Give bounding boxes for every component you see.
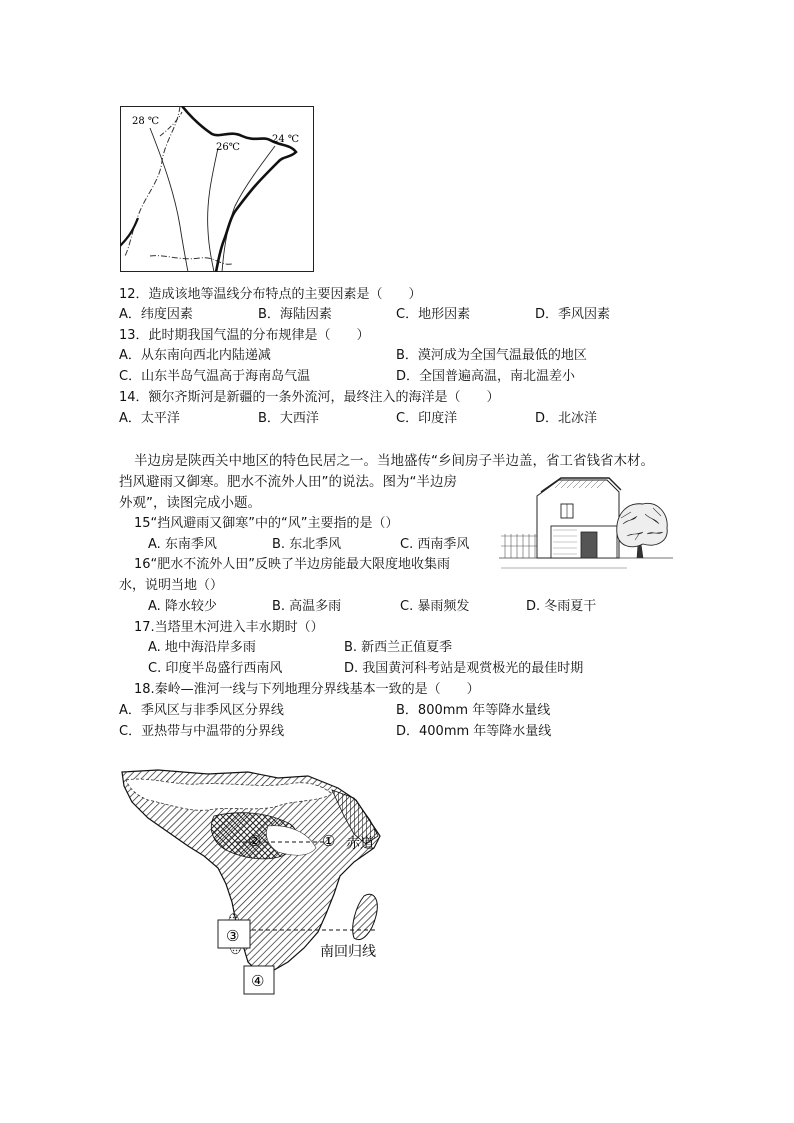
passage-line-1: 半边房是陕西关中地区的特色民居之一。当地盛传“乡间房子半边盖，省工省钱省木材。 — [134, 453, 654, 469]
question-17-option-b[interactable]: B. 新西兰正值夏季 — [344, 640, 453, 655]
equator-label: 赤道 — [346, 836, 374, 852]
question-14-option-a[interactable]: A．太平洋 — [119, 411, 180, 426]
question-13-option-d[interactable]: D．全国普遍高温，南北温差小 — [396, 369, 576, 384]
question-12-stem: 12．造成该地等温线分布特点的主要因素是（ ） — [119, 287, 422, 302]
question-15-option-b[interactable]: B. 东北季风 — [272, 537, 342, 552]
isotherm-label-24: 24 ℃ — [272, 134, 300, 145]
question-18-stem: 18.秦岭—淮河一线与下列地理分界线基本一致的是（ ） — [134, 682, 480, 697]
question-16-stem-line-2: 水，说明当地（） — [119, 578, 224, 593]
question-17-option-c[interactable]: C. 印度半岛盛行西南风 — [148, 661, 283, 676]
question-16-option-c[interactable]: C. 暴雨频发 — [400, 599, 470, 614]
question-12-option-a[interactable]: A．纬度因素 — [119, 307, 193, 322]
isotherm-label-26: 26℃ — [216, 142, 240, 153]
question-14-option-d[interactable]: D．北冰洋 — [535, 411, 598, 426]
isotherm-label-28: 28 ℃ — [132, 116, 160, 127]
question-12-option-b[interactable]: B．海陆因素 — [258, 307, 332, 322]
tropic-label: 南回归线 — [320, 944, 376, 960]
passage-line-2: 挡风避雨又御寒。肥水不流外人田”的说法。图为“半边房 — [119, 474, 457, 490]
question-18-option-a[interactable]: A．季风区与非季风区分界线 — [119, 703, 284, 718]
question-13-option-b[interactable]: B．漠河成为全国气温最低的地区 — [396, 348, 587, 363]
africa-map — [118, 766, 392, 996]
question-13-option-c[interactable]: C．山东半岛气温高于海南岛气温 — [119, 369, 311, 384]
isotherm-map — [120, 106, 314, 272]
marker-4: ④ — [251, 972, 265, 990]
question-17-option-d[interactable]: D. 我国黄河科考站是观赏极光的最佳时期 — [344, 661, 584, 676]
question-15-option-a[interactable]: A. 东南季风 — [148, 537, 217, 552]
question-13-option-a[interactable]: A．从东南向西北内陆递减 — [119, 348, 271, 363]
question-18-option-b[interactable]: B．800mm 年等降水量线 — [396, 703, 551, 718]
question-17-option-a[interactable]: A. 地中海沿岸多雨 — [148, 640, 256, 655]
marker-2: ② — [248, 832, 262, 850]
half-house-illustration — [497, 474, 675, 582]
question-15-option-c[interactable]: C. 西南季风 — [400, 537, 470, 552]
question-16-stem-line-1: 16“肥水不流外人田”反映了半边房能最大限度地收集雨 — [134, 557, 451, 572]
question-18-option-d[interactable]: D．400mm 年等降水量线 — [396, 724, 552, 739]
question-12-option-d[interactable]: D．季风因素 — [535, 307, 611, 322]
question-14-option-c[interactable]: C．印度洋 — [396, 411, 458, 426]
marker-3: ③ — [226, 927, 240, 945]
question-13-stem: 13．此时期我国气温的分布规律是（ ） — [119, 328, 370, 343]
question-18-option-c[interactable]: C．亚热带与中温带的分界线 — [119, 724, 285, 739]
question-12-option-c[interactable]: C．地形因素 — [396, 307, 471, 322]
question-16-option-d[interactable]: D. 冬雨夏干 — [526, 599, 597, 614]
marker-1: ① — [322, 832, 336, 850]
question-15-stem: 15“挡风避雨又御寒”中的“风”主要指的是（） — [134, 516, 399, 531]
question-14-option-b[interactable]: B．大西洋 — [258, 411, 319, 426]
question-16-option-b[interactable]: B. 高温多雨 — [272, 599, 342, 614]
question-16-option-a[interactable]: A. 降水较少 — [148, 599, 217, 614]
question-17-stem: 17.当塔里木河进入丰水期时（） — [134, 620, 324, 635]
passage-line-3: 外观”，读图完成小题。 — [119, 495, 261, 511]
question-14-stem: 14．额尔齐斯河是新疆的一条外流河，最终注入的海洋是（ ） — [119, 390, 500, 405]
